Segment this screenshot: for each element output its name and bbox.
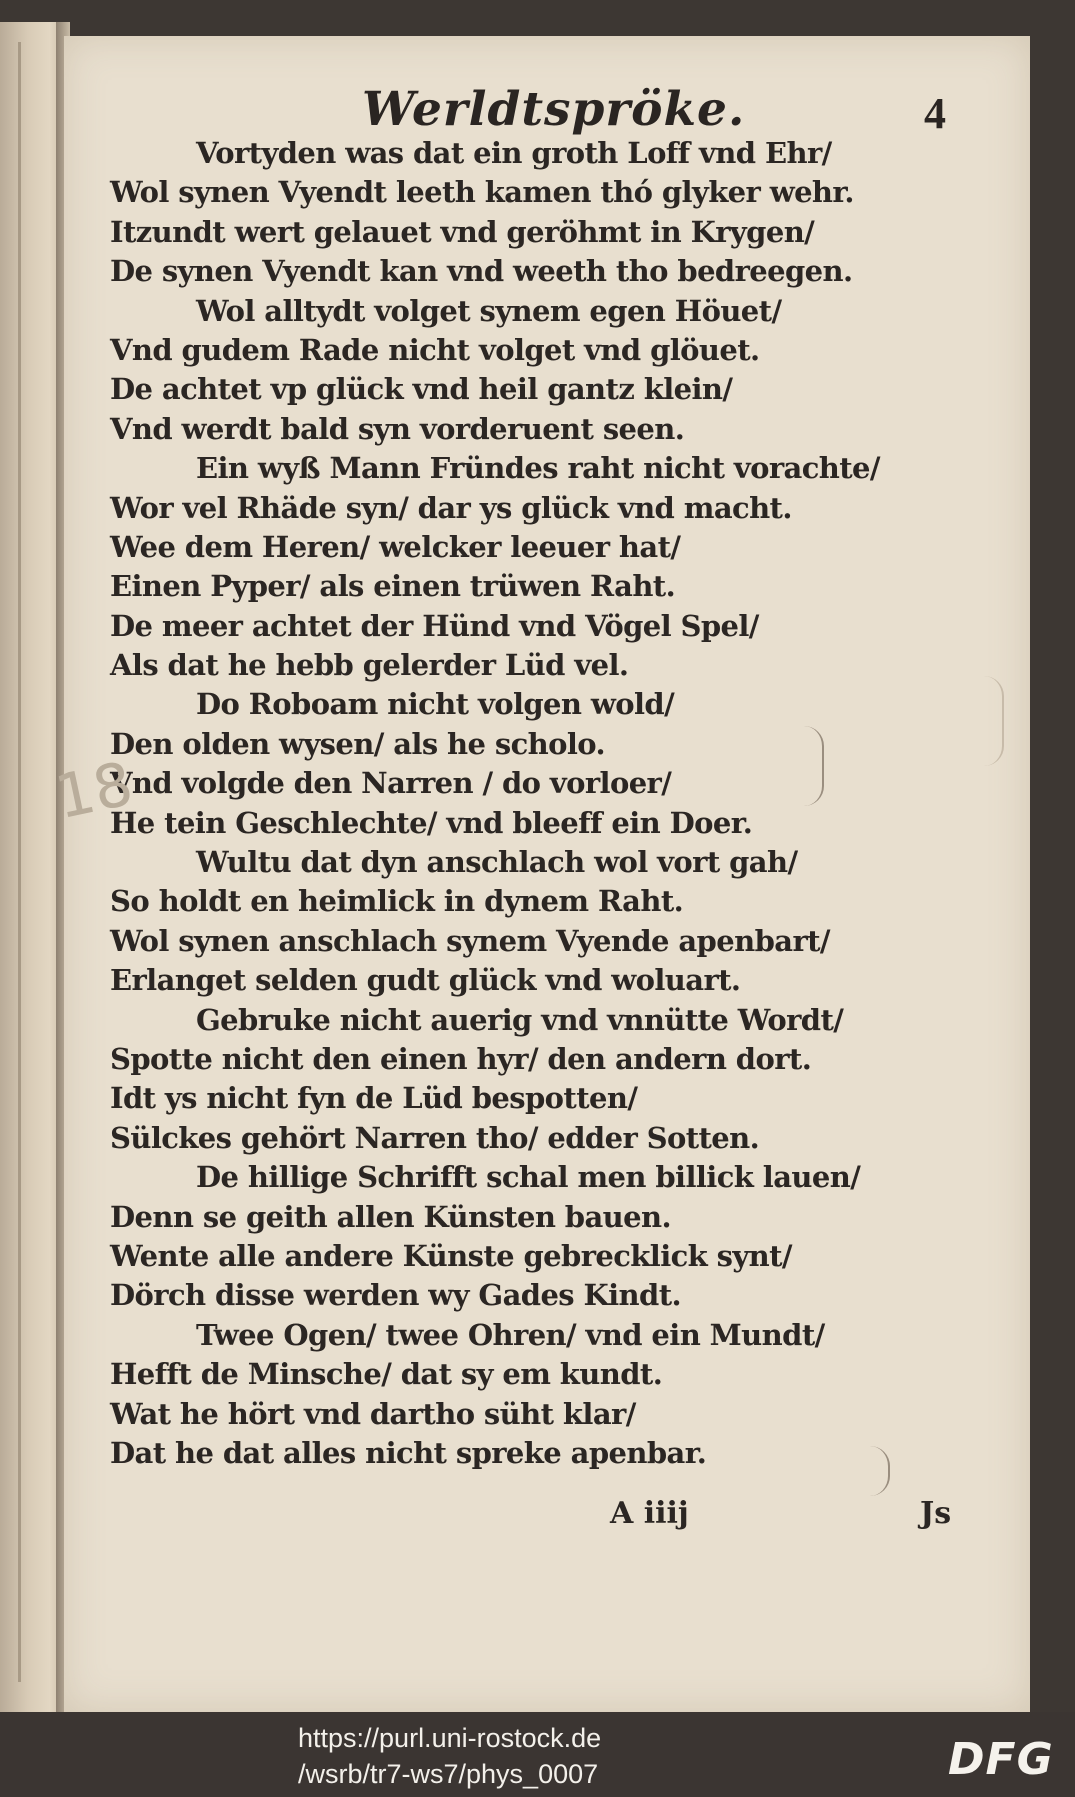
verse-text-block [110, 134, 1010, 1473]
page-number: 4 [924, 89, 946, 138]
verse-line: Einen Pyper/ als einen trüwen Raht. [110, 569, 676, 604]
verse-line: Wente alle andere Künste gebrecklick synt/ [110, 1238, 792, 1273]
verse-line: Wol synen Vyendt leeth kamen thó glyker wehr. [110, 175, 854, 210]
verse-line: Erlanget selden gudt glück vnd woluart. [110, 963, 741, 998]
left-page-edge [0, 22, 62, 1712]
verse-line: De synen Vyendt kan vnd weeth tho bedreegen. [110, 254, 853, 289]
dfg-logo: DFG [948, 1734, 1054, 1785]
verse-line: Den olden wysen/ als he scholo. [110, 726, 606, 761]
verse-line: De meer achtet der Hünd vnd Vögel Spel/ [110, 608, 759, 643]
verse-line: Vnd werdt bald syn vorderuent seen. [110, 411, 685, 446]
running-title: Werldtspröke. [362, 82, 746, 137]
verse-line: Hefft de Minsche/ dat sy em kundt. [110, 1357, 663, 1392]
verse-line: Wol alltydt volget synem egen Höuet/ [196, 293, 782, 328]
verse-line: Wol synen anschlach synem Vyende apenbart/ [110, 923, 830, 958]
page-footer [64, 1496, 1030, 1546]
url-line[interactable]: /wsrb/tr7-ws7/phys_0007 [298, 1759, 599, 1789]
verse-line: Wultu dat dyn anschlach wol vort gah/ [196, 845, 798, 880]
verse-line: Wat he hört vnd dartho süht klar/ [110, 1396, 636, 1431]
verse-line: Itzundt wert gelauet vnd geröhmt in Krygen/ [110, 214, 815, 249]
viewer-footer-bar [0, 1712, 1075, 1797]
verse-line: Ein wyß Mann Fründes raht nicht vorachte/ [196, 451, 880, 486]
verse-line: Vnd gudem Rade nicht volget vnd glöuet. [110, 332, 760, 367]
verse-line: Spotte nicht den einen hyr/ den andern dort. [110, 1041, 812, 1076]
catchword: Js [920, 1496, 952, 1531]
verse-line: Als dat he hebb gelerder Lüd vel. [110, 648, 629, 683]
book-page [49, 36, 1030, 1712]
margin-pencil-annotation: 18 [49, 748, 139, 834]
verse-line: He tein Geschlechte/ vnd bleeff ein Doer. [110, 805, 753, 840]
verse-line: Gebruke nicht auerig vnd vnnütte Wordt/ [196, 1002, 844, 1037]
url-line[interactable]: https://purl.uni-rostock.de [298, 1723, 602, 1753]
verse-line: Do Roboam nicht volgen wold/ [196, 687, 675, 722]
verse-line: Wee dem Heren/ welcker leeuer hat/ [110, 529, 681, 564]
verse-line: So holdt en heimlick in dynem Raht. [110, 884, 684, 919]
verse-line: Dörch disse werden wy Gades Kindt. [110, 1278, 681, 1313]
verse-line: De achtet vp glück vnd heil gantz klein/ [110, 372, 733, 407]
verse-line: Vnd volgde den Narren / do vorloer/ [110, 766, 672, 801]
verse-line: Denn se geith allen Künsten bauen. [110, 1199, 671, 1234]
verse-line: Idt ys nicht fyn de Lüd bespotten/ [110, 1081, 638, 1116]
verse-line: Twee Ogen/ twee Ohren/ vnd ein Mundt/ [196, 1317, 825, 1352]
signature-mark: A iiij [610, 1496, 689, 1531]
permalink-url[interactable] [298, 1720, 738, 1792]
verse-line: De hillige Schrifft schal men billick lauen/ [196, 1160, 861, 1195]
verse-line: Sülckes gehört Narren tho/ edder Sotten. [110, 1120, 760, 1155]
margin-bracket-mark [804, 726, 824, 806]
margin-bracket-mark [984, 676, 1004, 766]
verse-line: Wor vel Rhäde syn/ dar ys glück vnd macht. [110, 490, 792, 525]
verse-line: Dat he dat alles nicht spreke apenbar. [110, 1435, 707, 1470]
verse-line: Vortyden was dat ein groth Loff vnd Ehr/ [196, 136, 832, 170]
